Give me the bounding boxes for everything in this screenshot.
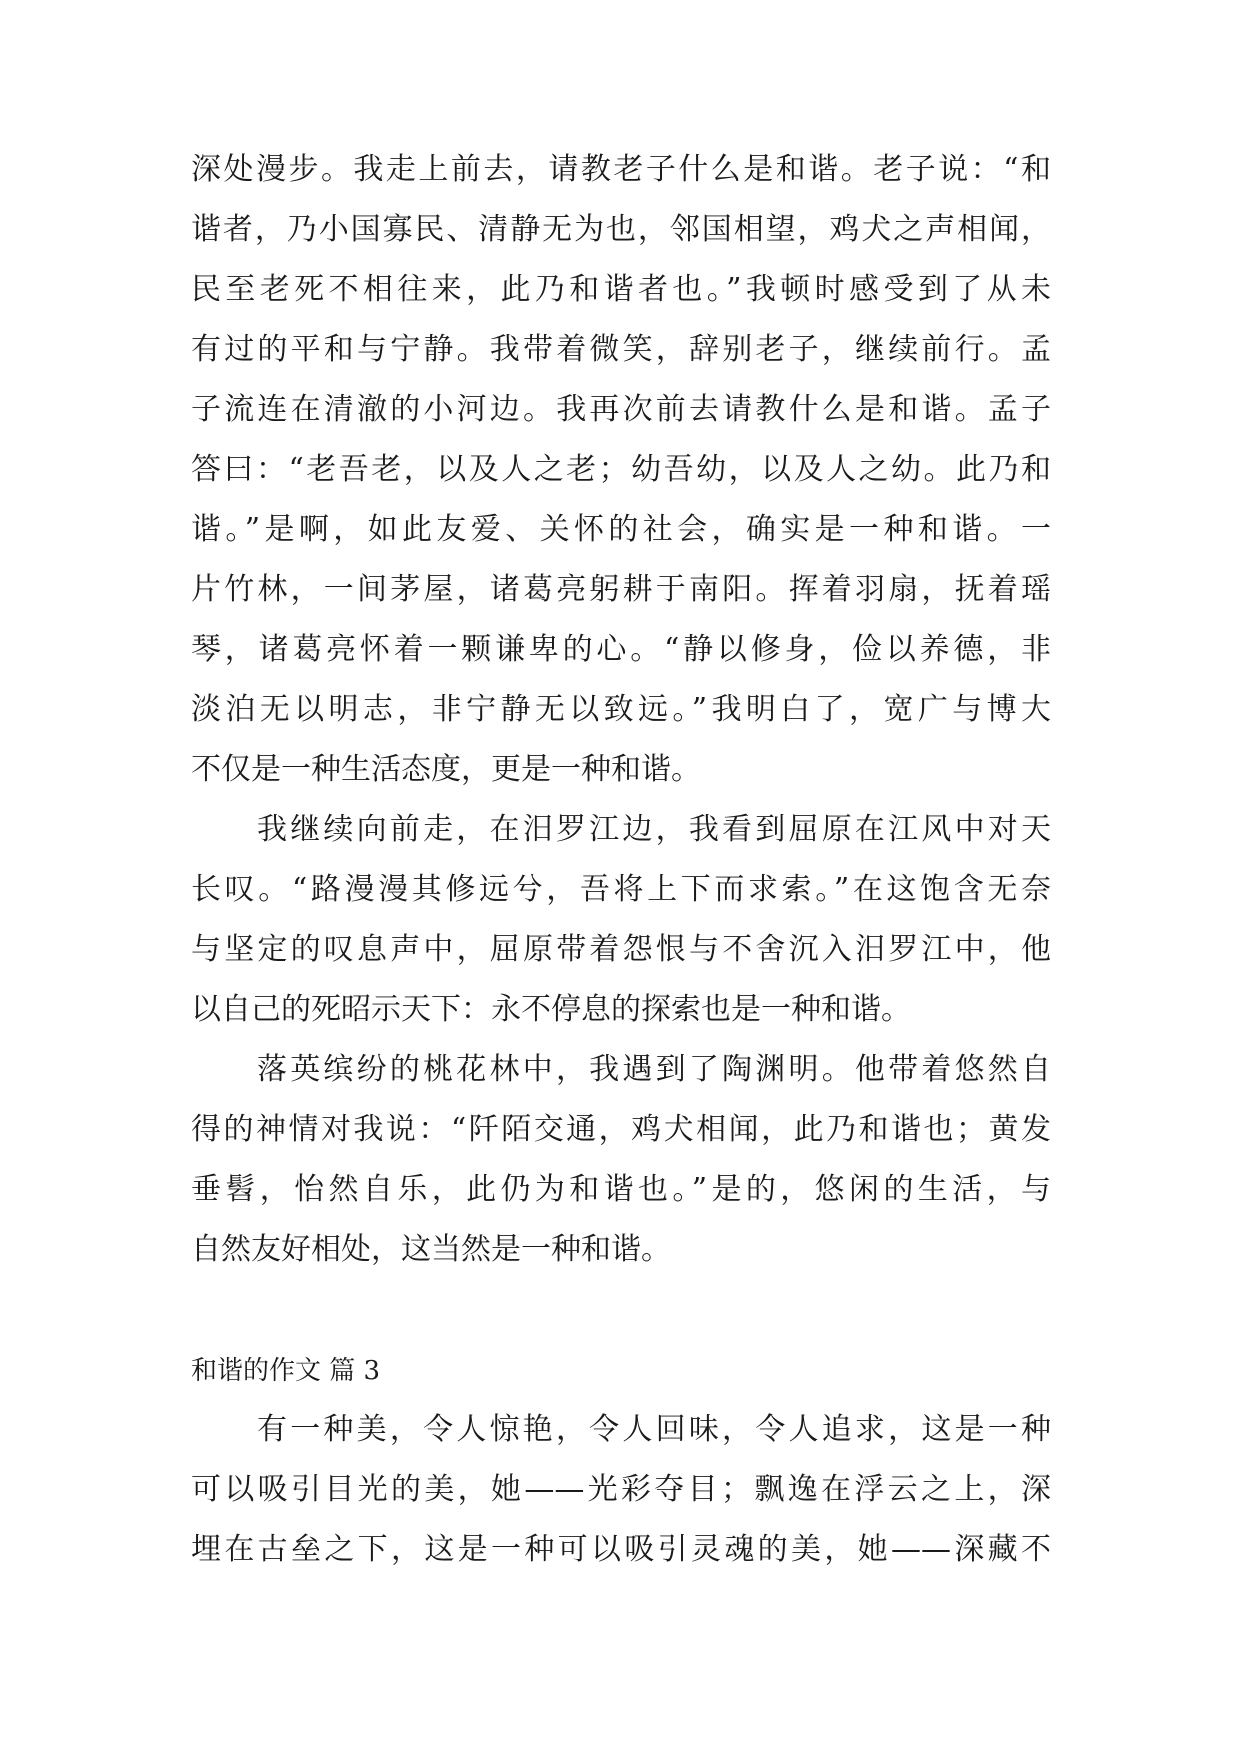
section-spacer [191, 1280, 1051, 1342]
text-line: 深处漫步。我走上前去，请教老子什么是和谐。老子说：“和 [191, 152, 1051, 187]
text-line: 淡泊无以明志，非宁静无以致远。”我明白了，宽广与博大 [191, 692, 1051, 727]
text-line: 谐。”是啊，如此友爱、关怀的社会，确实是一种和谐。一 [191, 512, 1051, 547]
text-line: 长叹。“路漫漫其修远兮，吾将上下而求索。”在这饱含无奈 [191, 872, 1051, 907]
text-line: 子流连在清澈的小河边。我再次前去请教什么是和谐。孟子 [191, 392, 1051, 427]
paragraph-3 [191, 1040, 1051, 1280]
document-body [191, 140, 1051, 1580]
text-line: 答曰：“老吾老，以及人之老；幼吾幼，以及人之幼。此乃和 [191, 452, 1051, 487]
text-line: 有过的平和与宁静。我带着微笑，辞别老子，继续前行。孟 [191, 332, 1051, 367]
text-line: 埋在古垒之下，这是一种可以吸引灵魂的美，她——深藏不 [191, 1532, 1051, 1567]
text-line: 与坚定的叹息声中，屈原带着怨恨与不舍沉入汨罗江中，他 [191, 932, 1051, 967]
text-line: 以自己的死昭示天下：永不停息的探索也是一种和谐。 [191, 992, 911, 1027]
section-heading: 和谐的作文 篇 3 [191, 1356, 381, 1386]
paragraph-4 [191, 1400, 1051, 1580]
text-line: 民至老死不相往来，此乃和谐者也。”我顿时感受到了从未 [191, 272, 1051, 307]
text-line: 我继续向前走，在汨罗江边，我看到屈原在江风中对天 [257, 812, 1051, 847]
text-line: 谐者，乃小国寡民、清静无为也，邻国相望，鸡犬之声相闻， [191, 212, 1051, 247]
text-line: 可以吸引目光的美，她——光彩夺目；飘逸在浮云之上，深 [191, 1472, 1051, 1507]
text-line: 有一种美，令人惊艳，令人回味，令人追求，这是一种 [257, 1412, 1051, 1447]
text-line: 片竹林，一间茅屋，诸葛亮躬耕于南阳。挥着羽扇，抚着瑶 [191, 572, 1051, 607]
text-line: 垂髫，怡然自乐，此仍为和谐也。”是的，悠闲的生活，与 [191, 1172, 1051, 1207]
text-line: 琴，诸葛亮怀着一颗谦卑的心。“静以修身，俭以养德，非 [191, 632, 1051, 667]
text-line: 落英缤纷的桃花林中，我遇到了陶渊明。他带着悠然自 [257, 1052, 1051, 1087]
text-line: 得的神情对我说：“阡陌交通，鸡犬相闻，此乃和谐也；黄发 [191, 1112, 1051, 1147]
paragraph-2 [191, 800, 1051, 1040]
text-line: 不仅是一种生活态度，更是一种和谐。 [191, 752, 701, 787]
paragraph-1 [191, 140, 1051, 800]
text-line: 自然友好相处，这当然是一种和谐。 [191, 1232, 671, 1267]
